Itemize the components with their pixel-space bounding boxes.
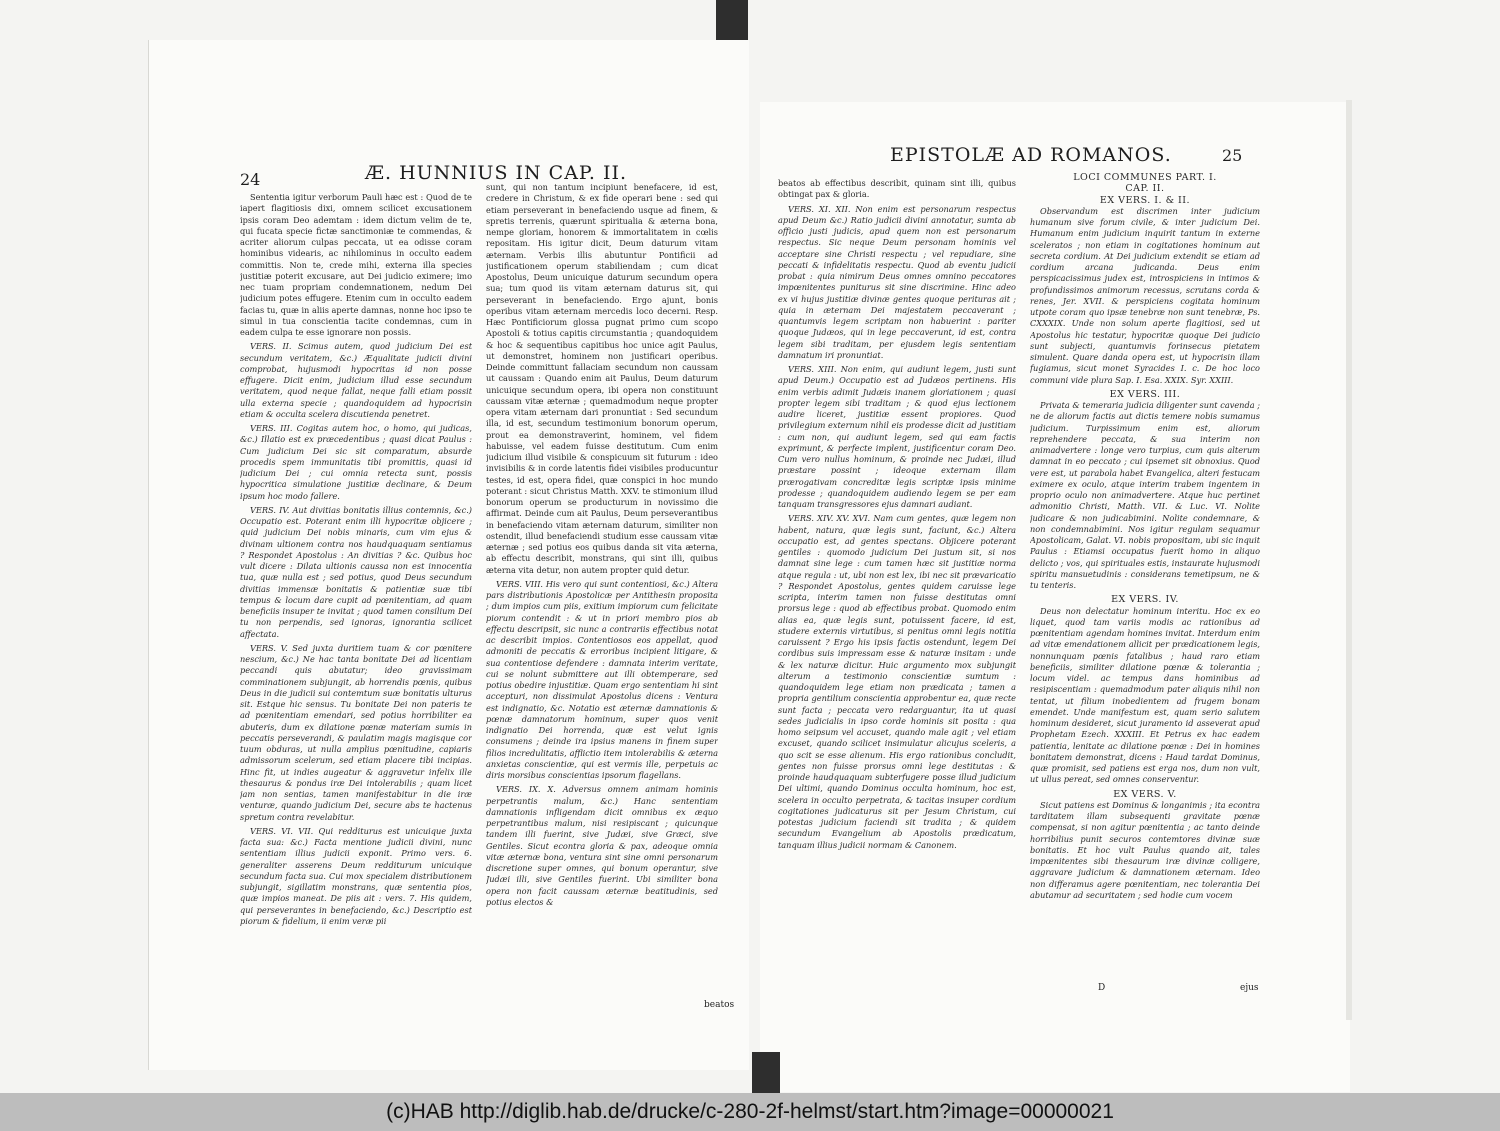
page-edge-shadow bbox=[1346, 100, 1352, 1020]
verse-commentary: VERS. IV. Aut divitias bonitatis illius contemnis, &c.) Occupatio est. Poterant enim illi hypocritæ objicere ; quid judicium Dei nobis minaris, cum vim ejus & divinam ultionem contra nos haudquaquam sentiamus ? Respondet Apostolus : An divitias ? &c. Quibus hoc vult dicere : Dilata ultionis caussa non est innocentia tua, quæ nulla est ; sed potius, quod Deus secundum divitias immensæ bonitatis & patientiæ suæ tibi tempus & locum dare cupit ad pœnitentiam, ad quam beneficiis insuper te invitat ; quod tamen consilium Dei tu non perpendis, sed ignoras, ignorantia scilicet affectata. bbox=[240, 504, 472, 639]
section-heading: EX VERS. V. bbox=[1113, 788, 1177, 800]
section-text: Observandum est discrimen inter judicium humanum sive forum civile, & inter judicium Dei. Humanum enim judicium inquirit tantum in externe sceleratos ; non etiam in cogitationes hominum aut secreta cordium. At Dei judicium extendit se etiam ad cordium arcana judicanda. Deus enim perspicacissimus judex est, introspiciens in intimos & profundissimos animorum recessus, scrutans corda & renes, Jer. XVII. & perspiciens cogitata hominum utpote coram quo ipsæ tenebræ non sunt tenebræ, Ps. CXXXIX. Unde non solum aperte flagitiosi, sed ut Apostolus hic testatur, hypocritæ quoque Dei judicio sunt subjecti, quantumvis forinsecus pietatem simulent. Quare danda opera est, ut hypocrisin illam fugiamus, sicut monet Syracides I. c. De hoc loco communi vide plura Sap. I. Esa. XXIX. Syr. XXIII. bbox=[1030, 205, 1260, 385]
verse-commentary: VERS. VIII. His vero qui sunt contentiosi, &c.) Altera pars distributionis Apostolicæ per Antithesin proposita ; dum impios cum piis, exitium impiorum cum felicitate piorum contendit : & ut in priori membro pios ab effectu descripsit, sic nunc a contrariis effectibus notat ac describit impios. Contentiosos eos appellat, quod admoniti de peccatis & erroribus incipient litigare, & sua contentiose defendere : damnata interim veritate, cui se nolunt submittere aut illi obtemperare, sed potius obedire injustitiæ. Quam ergo sententiam hi sint accepturi, non dissimulat Apostolus dicens : Ventura est indignatio, &c. Notatio est æternæ damnationis & pœnæ damnatorum hominum, super quos venit indignatio Dei horrenda, quæ est velut ignis consumens ; deinde ira ipsius manens in finem super filios incredulitatis, afflictio item intolerabilis & æterna anxietas conscientiæ, qui est vermis ille, perpetuis ac diris morsibus conscientias ipsorum flagellans. bbox=[486, 578, 718, 780]
right-page-column-1 bbox=[778, 178, 1016, 988]
left-page-number: 24 bbox=[240, 170, 261, 189]
chapter-label: CAP. II. bbox=[1125, 183, 1165, 195]
section-heading: EX VERS. I. & II. bbox=[1099, 194, 1191, 206]
gutter-shadow-bottom bbox=[752, 1052, 780, 1093]
left-running-head: Æ. HUNNIUS IN CAP. II. bbox=[365, 162, 627, 184]
left-page-column-1 bbox=[240, 192, 472, 1002]
verse-commentary: VERS. XIV. XV. XVI. Nam cum gentes, quæ legem non habent, natura, quæ legis sunt, faciunt, &c.) Altera occupatio est, ad gentes spectans. Objicere poterant gentiles : quomodo judicium Dei justum sit, si nos damnat sine lege : cum tamen hæc sit justitiæ norma atque regula : ut, ubi non est lex, ibi nec sit prævaricatio ? Respondet Apostolus, gentes quidem caruisse lege scripta, interim tamen non fuisse destitutas omni prorsus lege : quod ab effectibus probat. Quomodo enim alias ea, quæ legis sunt, potuissent facere, id est, studere externis virtutibus, si penitus omni legis notitia caruissent ? Ergo his ipsis factis ostendunt, legem Dei cordibus suis impressam esse & naturæ insitam : unde & lex naturæ dicitur. Huic argumento mox subjungit alterum a testimonio conscientiæ sumtum : quandoquidem lege etiam non prædicata ; tamen a propria gentilium conscientia approbentur ea, quæ recte sunt facta ; peccata vero redarguantur, ita ut quasi sedes judicialis in ipso corde hominis sit posita : qua homo seipsum vel accuset, quando male agit ; vel etiam excuset, quando scilicet insimulatur alicujus sceleris, a quo scit se esse alienum. His ergo rationibus concludit, gentes non fuisse prorsus omni lege destitutas : & proinde haudquaquam subterfugere posse illud judicium Dei ultimi, quando Dominus occulta hominum, hoc est, scelera in occulto perpetrata, & tacitas insuper cordium cogitationes judicaturus sit per Jesum Christum, cui potestas judicium faciendi sit tradita ; & quidem secundum Evangelium ab Apostolis prædicatum, tanquam illius judicii normam & Canonem. bbox=[778, 513, 1016, 850]
right-page-column-2 bbox=[1030, 172, 1260, 980]
section-text: Privata & temeraria judicia diligenter sunt cavenda ; ne de aliorum factis aut dictis temere nobis sumamus judicium. Turpissimum enim est, aliorum reprehendere peccata, & sua interim non animadvertere : longe vero turpius, cum quis alterum damnat in eo peccato ; cui ipsemet sit obnoxius. Quod vere est, ut parabola habet Evangelica, alteri festucam eximere ex oculo, atque interim trabem ingentem in proprio oculo non animadvertere. Atque huc pertinet admonitio Christi, Matth. VII. & Luc. VI. Nolite judicare & non judicabimini. Nolite condemnare, & non condemnabimini. Nos igitur regulam sequamur Apostolicam, Galat. VI. nobis propositam, ubi sic inquit Paulus : Etiamsi occupatus fuerit homo in aliquo delicto ; vos, qui spirituales estis, instaurate hujusmodi spiritu mansuetudinis : considerans temetipsum, ne & tu tenteris. bbox=[1030, 400, 1260, 590]
signature-mark: D bbox=[1098, 983, 1106, 993]
verse-commentary: VERS. II. Scimus autem, quod judicium Dei est secundum veritatem, &c.) Æqualitate judicii divini comprobat, hujusmodi hypocritas id non posse effugere. Dicit enim, judicium illud esse secundum veritatem, quod neque fallat, neque falli etiam possit ulla externa specie ; quandoquidem ad hypocrisin etiam & occulta scelera discutienda penetret. bbox=[240, 341, 472, 419]
right-catchword: ejus bbox=[1240, 983, 1259, 993]
loci-communes-title: LOCI COMMUNES PART. I. bbox=[1073, 172, 1217, 183]
paragraph: Sententia igitur verborum Pauli hæc est : Quod de te iapert flagitiosis dixi, omnem scilicet excusationem ipsis coram Deo ademtam : idem dictum velim de te, qui fucata specie fictæ sanctimoniæ te commendas, & acriter aliorum culpas peccata, ut ea odisse coram hominibus videaris, ac nihilominus in occulto eadem committis. Non te, crede mihi, externa illa species justitiæ poterit excusare, aut Dei judicio eximere; imo nec tuam propriam condemnationem, nedum Dei judicium potes effugere. Etenim cum in occulto eadem facias tu, quæ in aliis aperte damnas, nonne hoc ipso te simul in tua conscientia tacite condemnas, cum in eadem culpa te esse ignorare non possis. bbox=[240, 192, 472, 337]
verse-commentary: VERS. XI. XII. Non enim est personarum respectus apud Deum &c.) Ratio judicii divini annotatur, sumta ab officio justi judicis, apud quem non est personarum respectus. Sic neque Deum personam hominis vel acceptare sine Christi respectu ; vel repudiare, sine peccati & infidelitatis respectu. Quod ab eventu judicii probat : quia nimirum Deus omnes omnino peccatores impœnitentes puniturus sit sine discrimine. Hinc adeo ex vi hujus justitiæ divinæ gentes quoque perituras ait ; quia in æternam Dei majestatem peccaverant ; quantumvis legem scriptam non habuerint : pariter quoque Judæos, qui in lege peccaverunt, id est, contra legem sibi traditam, per ejusdem legis sententiam damnatum iri pronuntiat. bbox=[778, 203, 1016, 360]
verse-commentary: VERS. III. Cogitas autem hoc, o homo, qui judicas, &c.) Illatio est ex præcedentibus ; quasi dicat Paulus : Cum judicium Dei sic sit comparatum, absurde procedis spem immunitatis tibi promittis, quasi id judicium Dei ; cui omnia retecta sunt, possis hypocritica simulatione justitiæ declinare, & Deum ipsum hoc modo fallere. bbox=[240, 423, 472, 501]
section-heading: EX VERS. IV. bbox=[1111, 594, 1179, 606]
left-catchword: beatos bbox=[704, 1000, 735, 1010]
right-running-head: EPISTOLÆ AD ROMANOS. bbox=[890, 144, 1172, 166]
section-text: Deus non delectatur hominum interitu. Hoc ex eo liquet, quod tam variis modis ac rationibus ad pœnitentiam agendam homines invitat. Interdum enim ad vitæ emendationem allicit per prædicationem legis, nonnunquam pœnis fatalibus ; haud raro etiam beneficiis, similiter dilatione pœnæ & tolerantia ; locum videl. ac tempus dans hominibus ad resipiscentiam : quemadmodum pater aliquis nihil non tentat, ut filium inobedientem ad frugem bonam emendet. Unde manifestum est, quam serio salutem hominum desideret, sicut juramento id asseverat apud Prophetam Ezech. XXXIII. Et Petrus ex hac eadem patientia, lenitate ac dilatione pœnæ : Dei in homines bonitatem demonstrat, dicens : Haud tardat Dominus, quæ promisit, sed patiens est erga nos, dum non vult, ut ullus pereat, sed omnes conserventur. bbox=[1030, 605, 1260, 785]
verse-commentary: VERS. XIII. Non enim, qui audiunt legem, justi sunt apud Deum.) Occupatio est ad Judæos pertinens. His enim verbis adimit Judæis inanem gloriationem ; quasi propter legem sibi traditam ; & quod ejus lectionem audire liceret, justitiæ essent propiores. Quod privilegium externum nihil eis prodesse dicit ad justitiam : cum non, qui audiunt legem, sed qui eam factis exprimunt, & perfecte implent, justificentur coram Deo. Cum vero nullus hominum, & proinde nec Judæi, illud præstare possint ; ideoque externam illam prærogativam concreditæ legis scriptæ ipsis minime prodesse ; quandoquidem audiendo legem se per eam tanquam transgressores ejus damnari audiant. bbox=[778, 364, 1016, 509]
section-text: Sicut patiens est Dominus & longanimis ; ita econtra tarditatem illam subsequenti gravitate pœnæ compensat, si non agitur pœnitentia ; ac tanto deinde horribilius punit securos contemtores divinæ suæ bonitatis. Et hoc vult Paulus quando ait, tales impœnitentes sibi thesaurum iræ divinæ colligere, aggravare judicium & damnationem æternam. Ideo non differamus agere pœnitentiam, nec tolerantia Dei abutamur ad securitatem ; sed hodie cum vocem bbox=[1030, 799, 1260, 900]
paragraph: beatos ab effectibus describit, quinam sint illi, quibus obtingat pax & gloria. bbox=[778, 178, 1016, 200]
verse-commentary: VERS. VI. VII. Qui redditurus est unicuique juxta facta sua: &c.) Facta mentione judicii divini, nunc sententiam illius judicii exponit. Primo vers. 6. generaliter asserens Deum redditurum unicuique secundum facta sua. Cui mox specialem distributionem subjungit, sigillatim monstrans, quæ sententia pios, quæ impios maneat. De piis ait : vers. 7. His quidem, qui perseverantes in benefaciendo, &c.) Descriptio est piorum & fidelium, ii enim veræ pii bbox=[240, 825, 472, 926]
paragraph: sunt, qui non tantum incipiunt benefacere, id est, credere in Christum, & ex fide operari bene : sed qui etiam perseverant in benefaciendo usque ad finem, & spretis terrenis, quærunt spiritualia & æterna bona, nempe gloriam, honorem & immortalitatem in cœlis repositam. His igitur dicit, Deum daturum vitam æternam. Verbis illis abutuntur Pontificii ad justificationem operum stabiliendam ; cum dicat Apostolus, Deum unicuique daturum secundum opera sua; tum quod iis vitam æternam daturus sit, qui perseverant in benefaciendo. Ergo ajunt, bonis operibus vitam æternam mercedis loco decerni. Resp. Hæc Pontificiorum glossa pugnat primo cum scopo Apostoli & totius capitis circumstantia ; quandoquidem & hoc & sequentibus capitibus hoc unice agit Paulus, ut demonstret, hominem non justificari operibus. Deinde committunt fallaciam secundum non caussam ut caussam : Quando enim ait Paulus, Deum daturum unicuique secundum opera, ibi opera non constituunt caussam vitæ æternæ ; quemadmodum neque propter opera vitam æternam dari pronuntiat : Sed secundum illa, id est, secundum testimonium bonorum operum, prout ea demonstraverint, hominem, vel fidem habuisse, vel eadem fuisse destitutum. Cum enim judicium illud visibile & conspicuum sit futurum : ideo invisibilis & in corde latentis fidei visibiles producuntur testes, id est, opera fidei, quæ conspici in hoc mundo poterant : sicut Christus Matth. XXV. te stimonium illud bonorum operum se producturum in novissimo die affirmat. Deinde cum ait Paulus, Deum perseverantibus in benefaciendo vitam æternam daturum, similiter non ostendit, illud benefaciendi studium esse caussam vitæ æternæ ; sed potius eos quibus danda sit vita æterna, ab effectu describit, monstrans, qui sint illi, quibus æterna vita detur, non autem propter quid detur. bbox=[486, 182, 718, 575]
section-heading: EX VERS. III. bbox=[1109, 388, 1181, 400]
verse-commentary: VERS. IX. X. Adversus omnem animam hominis perpetrantis malum, &c.) Hanc sententiam damnationis infligendam dicit omnibus ex æquo perpetrantibus malum, nisi resipiscant ; quicunque tandem illi fuerint, sive Judæi, sive Græci, sive Gentiles. Sicut econtra gloria & pax, adeoque omnia vitæ æternæ bona, ventura sint sine omni personarum discretione super omnes, qui bonum operantur, sive Judæi illi, sive Gentiles fuerint. Ubi similiter bona opera non facit caussam æternæ beatitudinis, sed potius electos & bbox=[486, 784, 718, 907]
left-page-column-2 bbox=[486, 182, 718, 992]
footer-text: (c)HAB http://diglib.hab.de/drucke/c-280-2f-helmst/start.htm?image=00000021 bbox=[386, 1100, 1114, 1123]
copyright-footer bbox=[0, 1093, 1500, 1131]
right-page-number: 25 bbox=[1222, 146, 1243, 165]
verse-commentary: VERS. V. Sed juxta duritiem tuam & cor pœnitere nescium, &c.) Ne hac tanta bonitate Dei ad licentiam peccandi quis abutatur; ideo gravissimam comminationem subjungit, ab horrendis pœnis, quibus Deus in die judicii sui contemtum suæ bonitatis ulturus sit. Estque hic sensus. Tu bonitate Dei non pateris te ad pœnitentiam emendari, sed potius horribiliter ea abuteris, dum ex dilatione pœnæ materiam sumis in peccatis perseverandi, & paulatim magis magisque cor tuum obduras, ut nulla amplius pœnitudine, capiaris admissorum scelerum, sed etiam placere tibi incipias. Hinc fit, ut indies augeatur & aggravetur infelix ille thesaurus & pondus iræ Dei intolerabilis ; quam licet jam non sentias, tamen manifestabitur in die iræ venturæ, quando judicium Dei, secure abs te hactenus spretum contra revelabitur. bbox=[240, 642, 472, 822]
